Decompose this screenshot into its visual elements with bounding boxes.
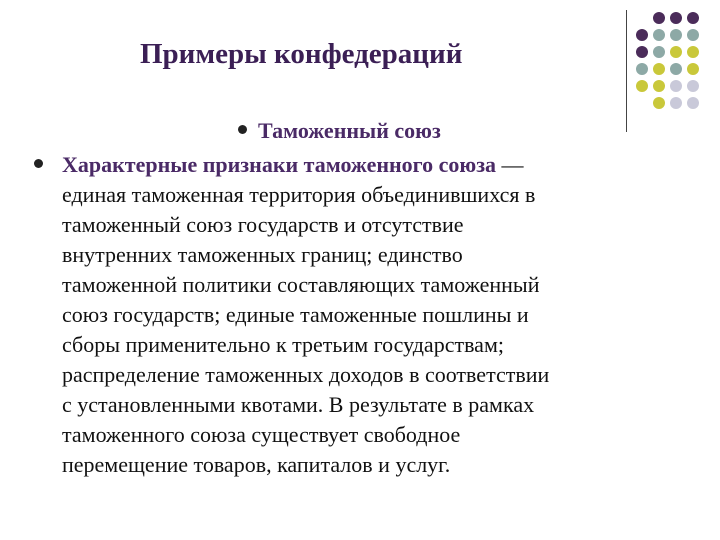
first-line-rest: — [496, 152, 524, 177]
decorative-dot-grid [636, 12, 716, 124]
body-line: с установленными квотами. В результате в рамках [62, 392, 535, 417]
decor-dot [687, 46, 699, 58]
decor-dot [636, 29, 648, 41]
decor-dot [636, 80, 648, 92]
decor-dot [670, 97, 682, 109]
body-line: перемещение товаров, капиталов и услуг. [62, 452, 451, 477]
decor-dot [687, 12, 699, 24]
subheading: Таможенный союз [258, 118, 441, 143]
body-line: союз государств; единые таможенные пошлины и [62, 302, 529, 327]
bullet-icon [34, 159, 43, 168]
body-line: распределение таможенных доходов в соответствии [62, 362, 550, 387]
decor-dot [653, 63, 665, 75]
bullet-icon [238, 125, 247, 134]
decor-dot [653, 12, 665, 24]
decorative-divider [626, 10, 627, 132]
slide-title: Примеры конфедераций [140, 38, 463, 70]
decor-dot [687, 29, 699, 41]
body-line: сборы применительно к третьим государствам; [62, 332, 504, 357]
body-line: таможенного союза существует свободное [62, 422, 461, 447]
decor-dot [653, 29, 665, 41]
decor-dot [653, 46, 665, 58]
decor-dot [687, 97, 699, 109]
body-line: внутренних таможенных границ; единство [62, 242, 463, 267]
body-paragraph [62, 150, 702, 480]
decor-dot [636, 46, 648, 58]
decor-dot [653, 97, 665, 109]
term-highlight: Характерные признаки таможенного союза [62, 152, 497, 177]
body-lines [62, 180, 702, 480]
decor-dot [653, 80, 665, 92]
decor-dot [670, 29, 682, 41]
body-line: таможенной политики составляющих таможенный [62, 272, 540, 297]
decor-dot [687, 63, 699, 75]
decor-dot [636, 63, 648, 75]
decor-dot [670, 46, 682, 58]
decor-dot [670, 63, 682, 75]
first-line [62, 150, 702, 180]
decor-dot [687, 80, 699, 92]
body-line: единая таможенная территория объединившихся в [62, 182, 536, 207]
decor-dot [670, 12, 682, 24]
body-line: таможенный союз государств и отсутствие [62, 212, 464, 237]
decor-dot [670, 80, 682, 92]
